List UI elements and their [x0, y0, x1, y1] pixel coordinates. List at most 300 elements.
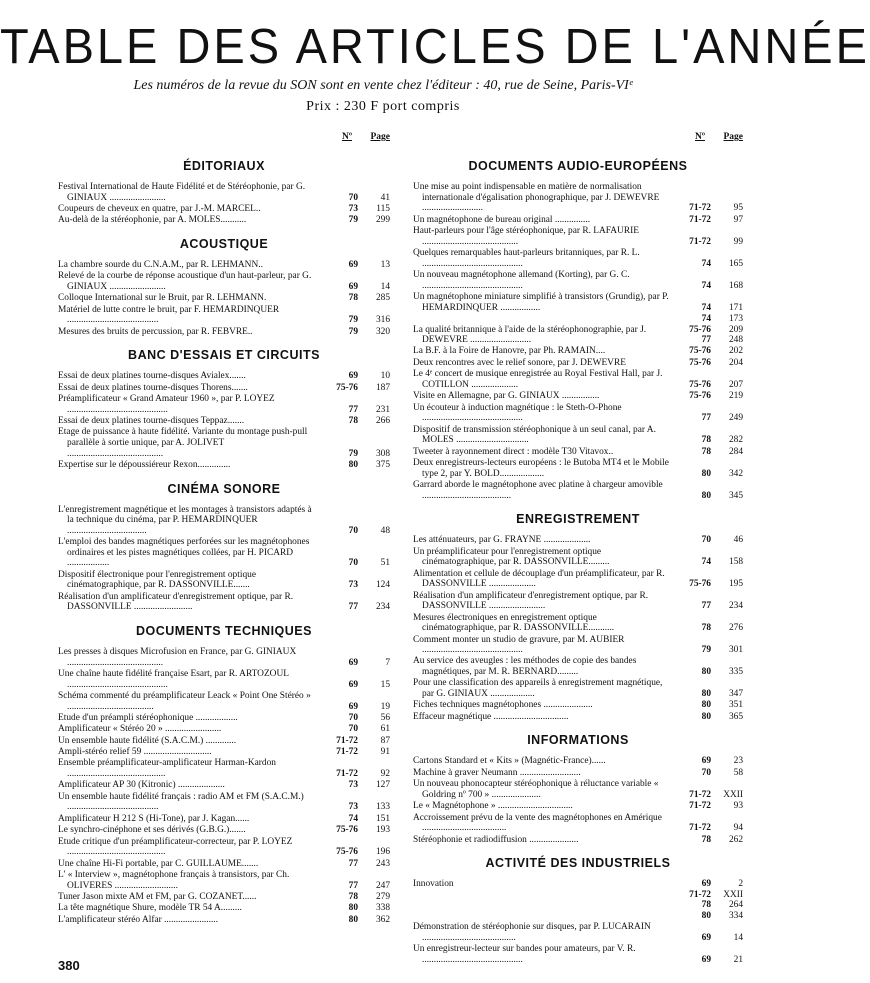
article-entry — [413, 712, 743, 723]
issue-number-item: 78 — [701, 900, 711, 911]
page-ref: 15 — [380, 679, 390, 690]
page-ref: 320 — [375, 326, 390, 337]
issue-number: 78 — [701, 446, 711, 457]
page-ref: 58 — [733, 767, 743, 778]
section-title: ACOUSTIQUE — [179, 236, 269, 251]
issue-number: 77 — [701, 601, 711, 612]
issue-number: 70 — [701, 767, 711, 778]
article-title: Un ensemble haute fidélité français : radio AM et FM (S.A.C.M.) ....................................... — [58, 791, 304, 813]
issue-number: 71-72 — [336, 747, 358, 758]
issue-number: 69 — [701, 954, 711, 965]
issue-number: 75-76 — [336, 825, 358, 836]
page-ref: 10 — [380, 371, 390, 382]
page-ref: 276 — [728, 623, 743, 634]
page-ref-item: 173 — [728, 313, 743, 324]
issue-number: 71-72 — [336, 769, 358, 780]
article-title: Un écouteur à induction magnétique : le Steth-O-Phone ........................................... — [413, 402, 622, 424]
article-entry — [413, 779, 743, 800]
page-ref: 282 — [728, 435, 743, 446]
article-entry — [58, 505, 390, 537]
issue-number-item: 80 — [701, 910, 711, 921]
page-ref: 219 — [728, 391, 743, 402]
issue-number: 78 — [348, 293, 358, 304]
article-entry — [58, 713, 390, 724]
article-entry — [58, 416, 390, 427]
article-entry — [58, 260, 390, 271]
article-entry — [58, 383, 390, 394]
num-header: Nº — [695, 132, 705, 142]
article-entry — [58, 691, 390, 712]
article-entry — [413, 756, 743, 767]
article-entry — [58, 758, 390, 779]
issue-number: 77 — [348, 404, 358, 415]
page-ref: 231 — [375, 404, 390, 415]
article-entry — [413, 458, 743, 479]
article-entry — [58, 427, 390, 459]
article-title: L'emploi des bandes magnétiques perforées sur les magnétophones ordinaires et les pistes magnétiques collées, par H. PICARD .................. — [58, 537, 310, 569]
issue-number-item: 69 — [701, 879, 711, 890]
article-title: Mesures électroniques en enregistrement optique cinématographique, par R. DASSONVILLE........... — [413, 612, 615, 634]
article-entry — [58, 592, 390, 613]
article-title: Mesures des bruits de percussion, par R. FEBVRE.. — [58, 326, 253, 337]
article-entry — [413, 635, 743, 656]
issue-number: 69 — [348, 281, 358, 292]
page-ref: 91 — [380, 747, 390, 758]
issue-number: 74 — [701, 302, 711, 313]
page-ref: 301 — [728, 645, 743, 656]
page-ref: 234 — [728, 601, 743, 612]
article-title: Tweeter à rayonnement direct : modèle T30 Vitavox.. — [413, 446, 614, 457]
num-header: Nº — [342, 132, 352, 142]
issue-number: 75-76 — [689, 357, 711, 368]
page-ref: 46 — [733, 535, 743, 546]
section-title: DOCUMENTS AUDIO-EUROPÉENS — [468, 159, 688, 173]
page-ref: 345 — [728, 490, 743, 501]
page-ref: 204 — [728, 357, 743, 368]
article-entry — [58, 271, 390, 292]
page-ref: 308 — [375, 448, 390, 459]
page-ref: 115 — [376, 203, 390, 214]
page-ref: 347 — [728, 689, 743, 700]
issue-number: 79 — [348, 326, 358, 337]
page-ref: 247 — [375, 880, 390, 891]
issue-number: 77 — [701, 413, 711, 424]
article-entry — [58, 293, 390, 304]
article-title: La B.F. à la Foire de Hanovre, par Ph. RAMAIN.... — [413, 346, 606, 357]
article-title: Un enregistreur-lecteur sur bandes pour amateurs, par V. R. ........................................... — [413, 944, 636, 965]
page-title: TABLE DES ARTICLES DE L'ANNÉE — [0, 17, 870, 74]
page-ref: 285 — [375, 293, 390, 304]
page-ref: 14 — [380, 281, 390, 292]
page-ref: 207 — [728, 379, 743, 390]
issue-number: 71-72 — [689, 236, 711, 247]
issue-number: 80 — [348, 903, 358, 914]
issue-number: 70 — [348, 724, 358, 735]
section-title: BANC D'ESSAIS ET CIRCUITS — [128, 348, 320, 363]
page-ref-item: 209 — [728, 324, 743, 335]
page-ref: 14 — [733, 932, 743, 943]
article-entry — [413, 346, 743, 357]
article-entry — [413, 801, 743, 812]
article-title: Schéma commenté du préamplificateur Leack « Point One Stéréo » ..................................... — [58, 690, 311, 712]
issue-number: 77 — [348, 858, 358, 869]
page-ref: 171 — [728, 302, 743, 313]
article-title: Stéréophonie et radiodiffusion ..................... — [413, 834, 579, 845]
page-ref-item: 248 — [728, 335, 743, 346]
article-title: Essai de deux platines tourne-disques Teppaz....... — [58, 416, 245, 427]
issue-number: 80 — [701, 700, 711, 711]
article-entry — [413, 944, 743, 965]
issue-number: 79 — [348, 215, 358, 226]
article-entry — [413, 813, 743, 834]
page-header: Page — [370, 132, 390, 142]
subtitle: Les numéros de la revue du SON sont en vente chez l'éditeur : 40, rue de Seine, Paris-VIᵉ — [133, 78, 633, 93]
issue-number: 69 — [701, 756, 711, 767]
article-entry — [413, 678, 743, 699]
article-title: Dispositif électronique pour l'enregistrement optique cinématographique, par R. DASSONVILLE....... — [58, 569, 256, 591]
column-header — [58, 128, 390, 148]
page-ref: XXII — [723, 789, 743, 800]
page-ref: 92 — [380, 769, 390, 780]
article-title: Deux rencontres avec le relief sonore, par J. DEWEVRE — [413, 357, 626, 368]
page-ref: 316 — [375, 315, 390, 326]
section-title: INFORMATIONS — [527, 733, 629, 748]
article-title: Essai de deux platines tourne-disques Avialex....... — [58, 371, 246, 382]
article-title: Un nouveau phonocapteur stéréophonique à réluctance variable « Goldring nº 700 » ..................... — [413, 779, 659, 800]
page-number: 380 — [58, 958, 80, 973]
article-entry — [58, 215, 390, 226]
issue-number: 78 — [348, 416, 358, 427]
issue-number — [673, 879, 711, 921]
section-title: ENREGISTREMENT — [516, 512, 640, 527]
page-ref: 41 — [380, 192, 390, 203]
page-ref: 97 — [733, 214, 743, 225]
page-ref: 87 — [380, 735, 390, 746]
article-entry — [58, 792, 390, 813]
article-entry — [58, 394, 390, 415]
article-title: Au service des aveugles : les méthodes de copie des bandes magnétiques, par M. R. BERNARD......... — [413, 656, 637, 678]
page-ref: 365 — [728, 711, 743, 722]
article-entry — [413, 270, 743, 291]
article-entry — [58, 915, 390, 926]
issue-number: 74 — [701, 280, 711, 291]
page-ref: 21 — [733, 954, 743, 965]
article-title: Ampli-stéréo relief 59 ............................. — [58, 747, 212, 758]
page-ref: 266 — [375, 416, 390, 427]
article-entry — [413, 535, 743, 546]
issue-number: 80 — [348, 460, 358, 471]
article-entry — [58, 747, 390, 758]
article-title: Visite en Allemagne, par G. GINIAUX ................ — [413, 391, 600, 402]
page-ref: 196 — [375, 847, 390, 858]
issue-number: 70 — [348, 712, 358, 723]
issue-number: 70 — [348, 192, 358, 203]
issue-number: 80 — [701, 667, 711, 678]
issue-number: 70 — [348, 525, 358, 536]
article-title: Un préamplificateur pour l'enregistrement optique cinématographique, par R. DASSONVILLE......... — [413, 546, 610, 568]
issue-number: 78 — [348, 891, 358, 902]
issue-number: 79 — [348, 315, 358, 326]
page-header: Page — [723, 132, 743, 142]
right-column — [413, 128, 743, 966]
article-entry — [413, 215, 743, 226]
page-ref: 23 — [733, 756, 743, 767]
article-entry — [413, 358, 743, 369]
article-entry — [413, 879, 743, 921]
article-title: Essai de deux platines tourne-disques Thorens....... — [58, 382, 248, 393]
article-title: Un nouveau magnétophone allemand (Korting), par G. C. ........................................... — [413, 269, 630, 291]
article-entry — [58, 724, 390, 735]
article-entry — [413, 248, 743, 269]
issue-number: 78 — [701, 623, 711, 634]
page-ref: 193 — [375, 825, 390, 836]
article-title: Ensemble préamplificateur-amplificateur Harman-Kardon .......................................... — [58, 758, 276, 780]
issue-number: 71-72 — [689, 823, 711, 834]
issue-number: 69 — [348, 657, 358, 668]
issue-number — [673, 314, 711, 346]
article-title: Effaceur magnétique ................................ — [413, 711, 569, 722]
article-entry — [413, 613, 743, 634]
article-title: Un magnétophone miniature simplifié à transistors (Grundig), par P. HEMARDINQUER ................. — [413, 291, 669, 313]
issue-number: 73 — [348, 580, 358, 591]
issue-number: 78 — [701, 435, 711, 446]
page-ref: 56 — [380, 712, 390, 723]
section-title: ÉDITORIAUX — [183, 159, 265, 173]
article-title: Fiches techniques magnétophones ..................... — [413, 700, 593, 711]
page-ref: 13 — [380, 259, 390, 270]
page-ref: 284 — [728, 446, 743, 457]
article-entry — [58, 204, 390, 215]
article-title: Au-delà de la stéréophonie, par A. MOLES........... — [58, 215, 247, 226]
issue-number: 71-72 — [336, 735, 358, 746]
page-ref: 234 — [375, 602, 390, 613]
issue-number: 70 — [348, 558, 358, 569]
article-title: Etude critique d'un préamplificateur-correcteur, par P. LOYEZ .......................................... — [58, 836, 293, 858]
article-title: Amplificateur AP 30 (Kitronic) .................... — [58, 780, 225, 791]
issue-number: 80 — [701, 689, 711, 700]
issue-number: 73 — [348, 802, 358, 813]
article-entry — [58, 814, 390, 825]
article-title: Les presses à disques Microfusion en France, par G. GINIAUX ......................................... — [58, 646, 297, 668]
article-entry — [413, 391, 743, 402]
article-title: Machine à graver Neumann .......................... — [413, 767, 581, 778]
article-title: Alimentation et cellule de découplage d'un préamplificateur, par R. DASSONVILLE .................... — [413, 568, 665, 590]
article-title: Coupeurs de cheveux en quatre, par J.-M. MARCEL.. — [58, 203, 261, 214]
issue-number: 78 — [701, 834, 711, 845]
issue-number: 75-76 — [336, 382, 358, 393]
article-title: Innovation — [413, 879, 454, 890]
article-title: Un ensemble haute fidélité (S.A.C.M.) ............. — [58, 735, 237, 746]
article-title: Amplificateur H 212 S (Hi-Tone), par J. Kagan...... — [58, 813, 250, 824]
page-ref: 94 — [733, 823, 743, 834]
article-entry — [413, 700, 743, 711]
article-title: Le « Magnétophone » ................................ — [413, 801, 573, 812]
section-title: CINÉMA SONORE — [167, 481, 281, 496]
page-ref: 249 — [728, 413, 743, 424]
article-entry — [413, 314, 743, 346]
article-title: Relevé de la courbe de réponse acoustique d'un haut-parleur, par G. GINIAUX ........................ — [58, 271, 312, 292]
issue-number: 71-72 — [689, 789, 711, 800]
article-entry — [58, 780, 390, 791]
article-title: Festival International de Haute Fidélité et de Stéréophonie, par G. GINIAUX ........................ — [58, 182, 306, 203]
page-ref — [711, 314, 743, 346]
article-title: Une chaîne Hi-Fi portable, par C. GUILLAUME....... — [58, 858, 259, 869]
article-title: Expertise sur le dépoussiéreur Rexon.............. — [58, 460, 231, 471]
article-title: Tuner Jason mixte AM et FM, par G. COZANET...... — [58, 891, 257, 902]
issue-number: 79 — [348, 448, 358, 459]
issue-number: 69 — [348, 371, 358, 382]
article-entry — [413, 403, 743, 424]
article-entry — [413, 480, 743, 501]
article-title: Un magnétophone de bureau original ............... — [413, 214, 591, 225]
article-title: Une chaîne haute fidélité française Esart, par R. ARTOZOUL ........................................... — [58, 668, 289, 690]
page-ref: 19 — [380, 701, 390, 712]
article-entry — [413, 369, 743, 390]
page-ref-item: 2 — [738, 879, 743, 890]
article-entry — [58, 892, 390, 903]
article-title: Etage de puissance à haute fidélité. Variante du montage push-pull parallèle à sortie unique, par A. JOLIVET ......................................... — [58, 427, 308, 459]
issue-number: 74 — [348, 813, 358, 824]
issue-number: 74 — [701, 557, 711, 568]
left-column — [58, 128, 390, 926]
article-entry — [413, 425, 743, 446]
column-header — [413, 128, 743, 148]
article-entry — [58, 859, 390, 870]
page-ref: 7 — [385, 657, 390, 668]
page-ref: 335 — [728, 667, 743, 678]
issue-number: 80 — [701, 468, 711, 479]
article-title: Les atténuateurs, par G. FRAYNE .................... — [413, 535, 591, 546]
article-entry — [58, 305, 390, 326]
article-title: L'enregistrement magnétique et les montages à transistors adaptés à la technique du cinéma, par P. HEMARDINQUER .................................. — [58, 504, 312, 536]
article-entry — [58, 537, 390, 569]
article-entry — [413, 835, 743, 846]
article-entry — [413, 922, 743, 943]
article-entry — [413, 768, 743, 779]
issue-number: 75-76 — [336, 847, 358, 858]
article-title: Pour une classification des appareils à enregistrement magnétique, par G. GINIAUX ................... — [413, 678, 663, 700]
article-entry — [58, 903, 390, 914]
page-ref: 279 — [375, 891, 390, 902]
article-title: Matériel de lutte contre le bruit, par F. HEMARDINQUER ....................................... — [58, 304, 280, 326]
issue-number: 69 — [348, 679, 358, 690]
article-entry — [413, 656, 743, 677]
article-entry — [58, 570, 390, 591]
article-title: Démonstration de stéréophonie sur disques, par P. LUCARAIN ........................................ — [413, 922, 651, 943]
article-entry — [413, 547, 743, 568]
page-ref: 202 — [728, 346, 743, 357]
section-title: ACTIVITÉ DES INDUSTRIELS — [485, 856, 671, 871]
issue-number: 71-72 — [689, 801, 711, 812]
page-ref-item: 334 — [728, 910, 743, 921]
page-ref-item: 264 — [728, 900, 743, 911]
issue-number-item: 77 — [701, 335, 711, 346]
page-ref: 342 — [728, 468, 743, 479]
page-ref: 151 — [375, 813, 390, 824]
article-title: Comment monter un studio de gravure, par M. AUBIER ........................................... — [413, 634, 625, 656]
issue-number: 75-76 — [689, 346, 711, 357]
article-entry — [58, 327, 390, 338]
issue-number-item: 71-72 — [689, 889, 711, 900]
article-title: Dispositif de transmission stéréophonique à un seul canal, par A. MOLES ............................... — [413, 424, 656, 446]
article-title: L'amplificateur stéréo Alfar ....................... — [58, 914, 218, 925]
article-entry — [58, 669, 390, 690]
article-title: Le synchro-cinéphone et ses dérivés (G.B.G.)....... — [58, 825, 246, 836]
article-title: Deux enregistreurs-lecteurs européens : le Butoba MT4 et le Mobile type 2, par Y. BOLD................... — [413, 458, 669, 479]
page-ref: 99 — [733, 236, 743, 247]
issue-number: 71-72 — [689, 214, 711, 225]
article-entry — [413, 182, 743, 214]
article-entry — [58, 182, 390, 203]
page-ref: 375 — [375, 460, 390, 471]
page-ref: 243 — [375, 858, 390, 869]
article-entry — [58, 647, 390, 668]
section-title: DOCUMENTS TECHNIQUES — [136, 623, 312, 638]
page-ref: 168 — [728, 280, 743, 291]
page-ref — [711, 879, 743, 921]
article-title: Le 4ᵉ concert de musique enregistrée au Royal Festival Hall, par J. COTILLON .................... — [413, 369, 663, 390]
page-ref: 93 — [733, 801, 743, 812]
article-title: Une mise au point indispensable en matière de normalisation internationale d'égalisation phonographique, par J. DEWEVRE .......................... — [413, 182, 660, 214]
issue-number: 80 — [701, 490, 711, 501]
issue-number: 77 — [348, 880, 358, 891]
article-title: La tête magnétique Shure, modèle TR 54 A......... — [58, 903, 242, 914]
page-ref: 51 — [380, 558, 390, 569]
article-title: Accroissement prévu de la vente des magnétophones en Amérique .................................... — [413, 812, 662, 834]
article-entry — [58, 736, 390, 747]
issue-number: 69 — [701, 932, 711, 943]
issue-number: 75-76 — [689, 379, 711, 390]
article-entry — [58, 460, 390, 471]
left-sections — [58, 159, 390, 925]
issue-number: 69 — [348, 701, 358, 712]
page-ref: 351 — [728, 700, 743, 711]
article-title: La qualité britannique à l'aide de la stéréophonographie, par J. DEWEVRE .......................... — [413, 324, 647, 346]
article-title: Réalisation d'un amplificateur d'enregistrement optique, par R. DASSONVILLE ......................... — [58, 591, 294, 613]
price-line: Prix : 230 F port compris — [306, 99, 460, 114]
page-ref: 299 — [375, 215, 390, 226]
article-entry — [413, 226, 743, 247]
page-ref: 133 — [375, 802, 390, 813]
article-entry — [58, 870, 390, 891]
page-ref-item: XXII — [723, 889, 743, 900]
article-title: Réalisation d'un amplificateur d'enregistrement optique, par R. DASSONVILLE ........................ — [413, 590, 649, 612]
article-entry — [58, 371, 390, 382]
article-title: Amplificateur « Stéréo 20 » ........................ — [58, 724, 222, 735]
issue-number: 74 — [701, 258, 711, 269]
article-title: Garrard aborde le magnétophone avec platine à chargeur amovible ...................................... — [413, 479, 663, 501]
issue-number: 73 — [348, 203, 358, 214]
issue-number-item: 74 — [701, 313, 711, 324]
issue-number: 79 — [701, 645, 711, 656]
issue-number: 73 — [348, 780, 358, 791]
page-ref: 338 — [375, 903, 390, 914]
article-title: Préamplificateur « Grand Amateur 1960 », par P. LOYEZ ........................................... — [58, 394, 275, 415]
article-title: Cartons Standard et « Kits » (Magnétic-France)...... — [413, 756, 606, 767]
page-ref: 61 — [380, 724, 390, 735]
article-entry — [58, 825, 390, 836]
page-ref: 158 — [728, 557, 743, 568]
issue-number: 70 — [701, 535, 711, 546]
page-ref: 124 — [375, 580, 390, 591]
article-title: Quelques remarquables haut-parleurs britanniques, par R. L. ........................................... — [413, 247, 640, 269]
page-ref: 362 — [375, 914, 390, 925]
page-ref: 127 — [375, 780, 390, 791]
issue-number: 75-76 — [689, 579, 711, 590]
page-ref: 48 — [380, 525, 390, 536]
issue-number: 75-76 — [689, 391, 711, 402]
issue-number: 77 — [348, 602, 358, 613]
